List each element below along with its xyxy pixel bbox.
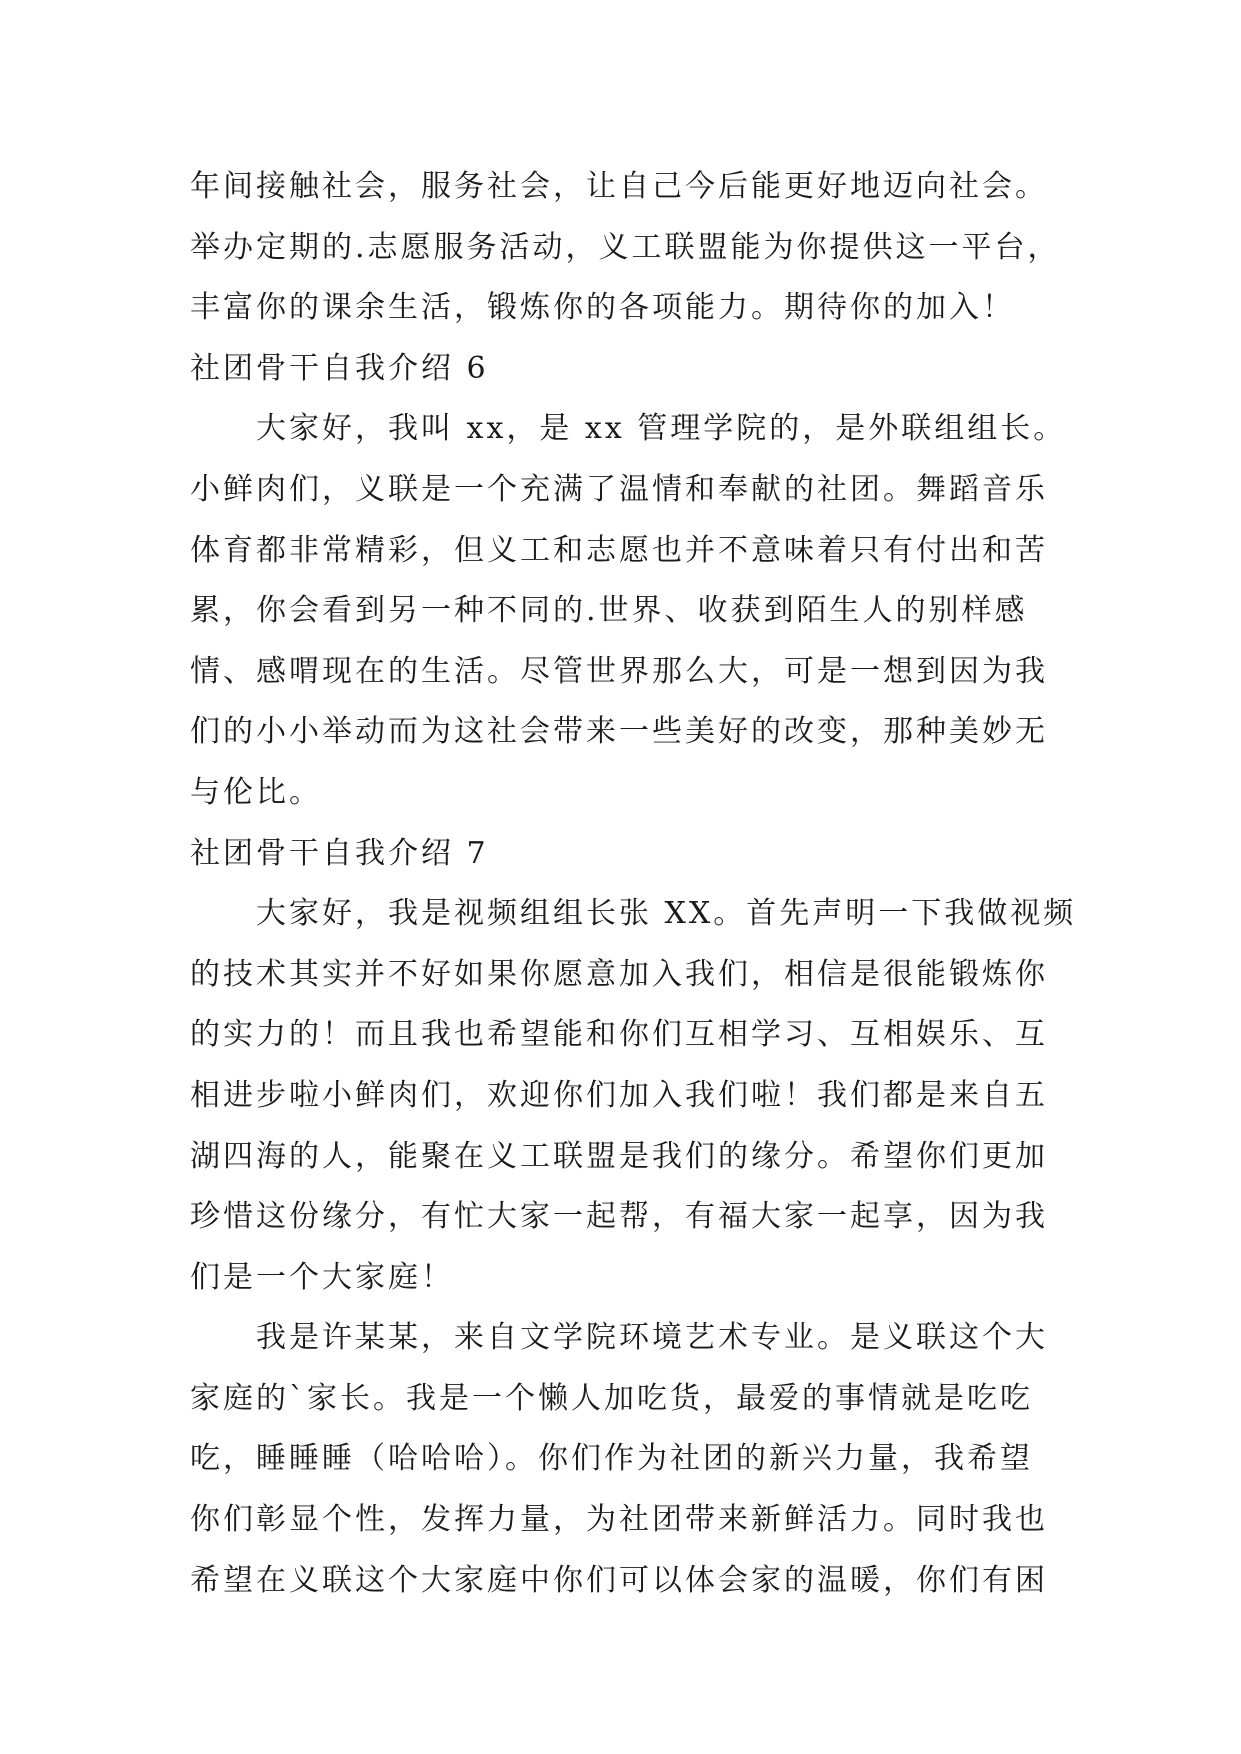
text-line: 举办定期的.志愿服务活动，义工联盟能为你提供这一平台， — [190, 229, 1061, 265]
text-line: 年间接触社会，服务社会，让自己今后能更好地迈向社会。 — [190, 169, 1048, 204]
text-line: 你们彰显个性，发挥力量，为社团带来新鲜活力。同时我也 — [190, 1502, 1048, 1538]
text-line: 们的小小举动而为这社会带来一些美好的改变，那种美妙无 — [190, 714, 1048, 750]
text-line: 吃，睡睡睡（哈哈哈）。你们作为社团的新兴力量，我希望 — [190, 1441, 1033, 1477]
text-line: 情、感喟现在的生活。尽管世界那么大，可是一想到因为我 — [190, 653, 1048, 689]
text-line: 丰富你的课余生活，锻炼你的各项能力。期待你的加入！ — [190, 290, 1015, 326]
text-line: 珍惜这份缘分，有忙大家一起帮，有福大家一起享，因为我 — [190, 1199, 1048, 1235]
text-line: 我是许某某，来自文学院环境艺术专业。是义联这个大 — [256, 1320, 1048, 1356]
text-line: 大家好，我叫 xx，是 xx 管理学院的，是外联组组长。 — [256, 411, 1067, 447]
text-line: 湖四海的人，能聚在义工联盟是我们的缘分。希望你们更加 — [190, 1138, 1048, 1174]
text-line: 的实力的！而且我也希望能和你们互相学习、互相娱乐、互 — [190, 1017, 1048, 1053]
section-heading-6: 社团骨干自我介绍 6 — [190, 350, 489, 386]
text-line: 大家好，我是视频组组长张 XX。首先声明一下我做视频 — [256, 896, 1077, 932]
text-line: 体育都非常精彩，但义工和志愿也并不意味着只有付出和苦 — [190, 532, 1048, 568]
text-line: 小鲜肉们，义联是一个充满了温情和奉献的社团。舞蹈音乐 — [190, 471, 1048, 507]
text-line: 累，你会看到另一种不同的.世界、收获到陌生人的别样感 — [190, 593, 1028, 629]
document-body — [190, 157, 1077, 1611]
text-line: 家庭的`家长。我是一个懒人加吃货，最爱的事情就是吃吃 — [190, 1380, 1033, 1416]
text-line: 们是一个大家庭！ — [190, 1259, 454, 1295]
section-heading-7: 社团骨干自我介绍 7 — [190, 835, 489, 871]
text-line: 与伦比。 — [190, 774, 322, 810]
text-line: 的技术其实并不好如果你愿意加入我们，相信是很能锻炼你 — [190, 956, 1048, 992]
text-line: 希望在义联这个大家庭中你们可以体会家的温暖，你们有困 — [190, 1562, 1048, 1598]
text-line: 相进步啦小鲜肉们，欢迎你们加入我们啦！我们都是来自五 — [190, 1077, 1048, 1113]
